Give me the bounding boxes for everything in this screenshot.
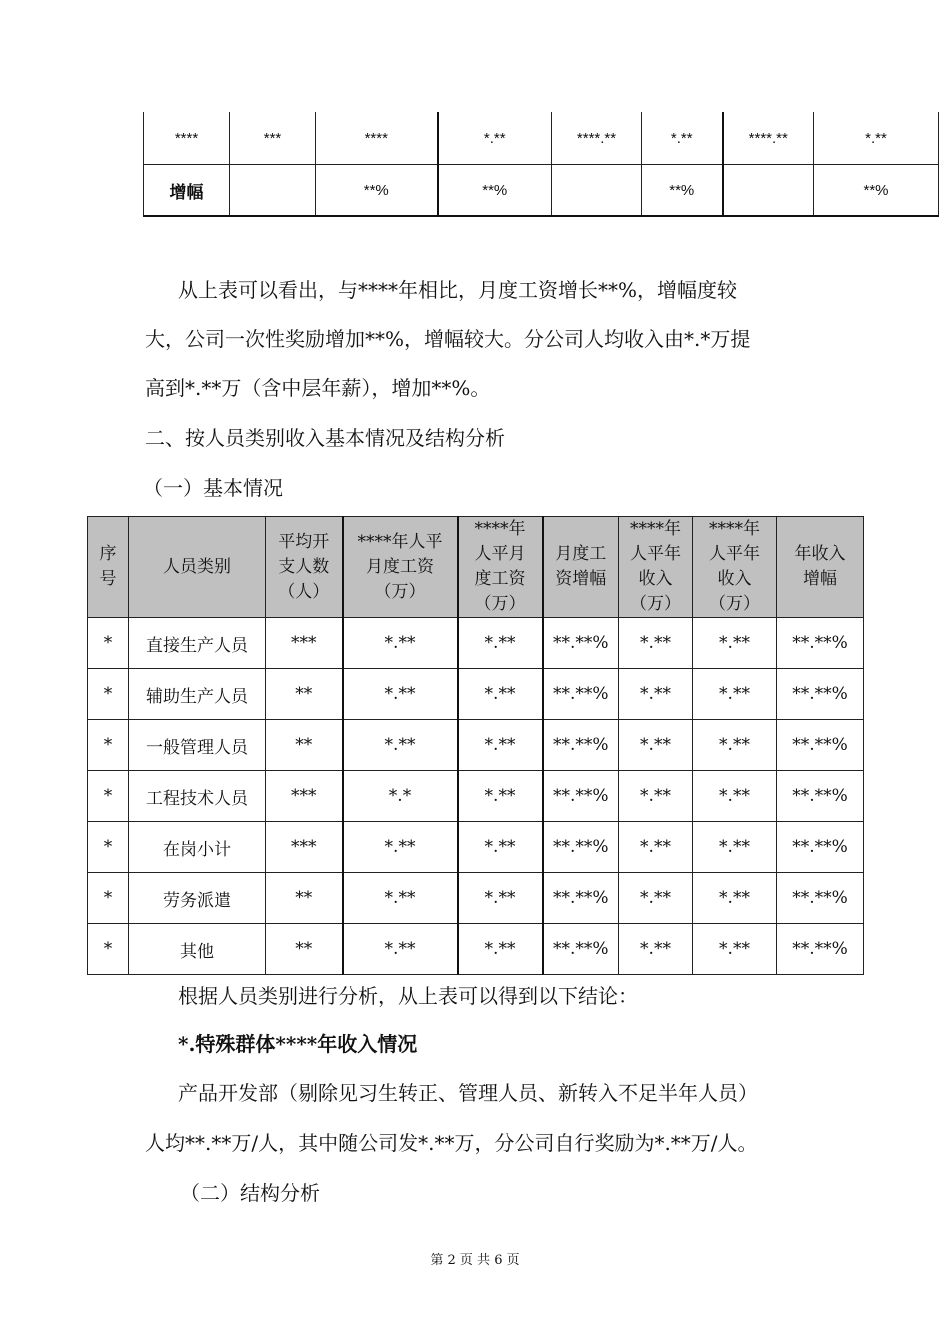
income-summary-table-continued <box>143 112 939 217</box>
table-row <box>88 771 864 822</box>
table-cell: * <box>88 618 129 669</box>
section-heading: 二、按人员类别收入基本情况及结构分析 <box>145 426 505 450</box>
page-footer: 第 2 页 共 6 页 <box>430 1253 520 1268</box>
staff-category-cell: 辅助生产人员 <box>129 669 266 720</box>
table-cell: *.** <box>343 924 458 975</box>
table-cell: *.** <box>619 822 693 873</box>
table-cell: **.**% <box>543 873 619 924</box>
table-cell: *.** <box>458 618 543 669</box>
table-cell: ** <box>266 669 343 720</box>
table-cell: **.**% <box>777 720 864 771</box>
table-cell: **.**% <box>777 924 864 975</box>
table-cell: *.** <box>693 924 777 975</box>
table-cell: ** <box>266 720 343 771</box>
table-cell: ****.** <box>552 112 642 165</box>
table-row <box>88 873 864 924</box>
table-cell: *.** <box>343 822 458 873</box>
table-cell: **.**% <box>543 618 619 669</box>
table-cell: **.**% <box>543 822 619 873</box>
table-cell: **** <box>316 112 438 165</box>
header-cell: 序 号 <box>88 517 129 618</box>
table-cell: **.**% <box>543 669 619 720</box>
table-cell: *.** <box>693 873 777 924</box>
header-cell: 月度工 资增幅 <box>543 517 619 618</box>
table-cell: * <box>88 924 129 975</box>
table-cell: *.** <box>619 618 693 669</box>
table-cell: ** <box>266 873 343 924</box>
table-cell: **% <box>316 165 438 217</box>
table-cell: * <box>88 771 129 822</box>
subsection-heading: （二）结构分析 <box>180 1181 320 1205</box>
table-cell: **.**% <box>543 924 619 975</box>
table-cell <box>723 165 814 217</box>
table-cell: ****.** <box>723 112 814 165</box>
table-cell: *** <box>230 112 316 165</box>
table-cell: *.** <box>693 669 777 720</box>
table-cell: *.** <box>343 873 458 924</box>
paragraph-line: 产品开发部（剔除见习生转正、管理人员、新转入不足半年人员） <box>178 1081 758 1105</box>
table-cell: *.** <box>458 720 543 771</box>
row-label-increase: 增幅 <box>144 165 230 217</box>
table-cell: **.**% <box>543 720 619 771</box>
table-cell: *.** <box>458 873 543 924</box>
table-row <box>88 669 864 720</box>
table-cell: *.** <box>693 720 777 771</box>
table-cell: * <box>88 873 129 924</box>
table-header-row <box>88 517 864 618</box>
table-row <box>88 822 864 873</box>
table-cell: *.** <box>619 873 693 924</box>
table-cell: *.** <box>343 720 458 771</box>
table-cell: *.** <box>458 924 543 975</box>
header-cell: 平均开 支人数 （人） <box>266 517 343 618</box>
paragraph-line: 大，公司一次性奖励增加**%，增幅较大。分公司人均收入由*.*万提 <box>145 327 751 351</box>
staff-category-cell: 直接生产人员 <box>129 618 266 669</box>
table-cell: **.**% <box>543 771 619 822</box>
paragraph-line: 人均**.**万/人，其中随公司发*.**万，分公司自行奖励为*.**万/人。 <box>145 1131 758 1155</box>
table-row <box>88 618 864 669</box>
table-cell: *.* <box>343 771 458 822</box>
table-cell: **.**% <box>777 771 864 822</box>
table-cell: **% <box>438 165 552 217</box>
table-cell: **.**% <box>777 618 864 669</box>
staff-category-income-table <box>87 516 864 975</box>
table-cell <box>552 165 642 217</box>
table-cell <box>230 165 316 217</box>
table-cell: *.** <box>693 618 777 669</box>
table-cell: **% <box>814 165 939 217</box>
header-cell: ****年 人平年 收入 （万） <box>693 517 777 618</box>
table-cell: **.**% <box>777 873 864 924</box>
table-cell: *.** <box>619 669 693 720</box>
table-row <box>144 165 939 217</box>
paragraph-line: 从上表可以看出，与****年相比，月度工资增长**%，增幅度较 <box>178 278 738 302</box>
table-cell: **** <box>144 112 230 165</box>
table-cell: * <box>88 669 129 720</box>
table-cell: *.** <box>438 112 552 165</box>
header-cell: 人员类别 <box>129 517 266 618</box>
subsection-heading: （一）基本情况 <box>143 476 283 500</box>
table-cell: *.** <box>619 720 693 771</box>
table-cell: *.** <box>693 771 777 822</box>
table-cell: ** <box>266 924 343 975</box>
table-cell: **% <box>642 165 723 217</box>
special-group-heading: *.特殊群体****年收入情况 <box>178 1032 418 1056</box>
staff-category-cell: 工程技术人员 <box>129 771 266 822</box>
table-cell: *.** <box>814 112 939 165</box>
table-cell: *.** <box>458 822 543 873</box>
table-cell: *.** <box>458 669 543 720</box>
table-cell: *.** <box>458 771 543 822</box>
table-cell: *.** <box>619 771 693 822</box>
header-cell: 年收入 增幅 <box>777 517 864 618</box>
paragraph-line: 根据人员类别进行分析，从上表可以得到以下结论： <box>178 984 638 1008</box>
staff-category-cell: 在岗小计 <box>129 822 266 873</box>
paragraph-line: 高到*.**万（含中层年薪），增加**%。 <box>145 376 491 400</box>
header-cell: ****年人平 月度工资 （万） <box>343 517 458 618</box>
table-cell: *.** <box>642 112 723 165</box>
staff-category-cell: 劳务派遣 <box>129 873 266 924</box>
table-cell: *.** <box>693 822 777 873</box>
table-cell: *.** <box>343 618 458 669</box>
table-cell: *** <box>266 822 343 873</box>
table-cell: *.** <box>343 669 458 720</box>
table-cell: **.**% <box>777 669 864 720</box>
table-cell: * <box>88 822 129 873</box>
staff-category-cell: 一般管理人员 <box>129 720 266 771</box>
table-cell: **.**% <box>777 822 864 873</box>
table-cell: * <box>88 720 129 771</box>
header-cell: ****年 人平月 度工资 （万） <box>458 517 543 618</box>
table-row <box>88 924 864 975</box>
table-cell: *** <box>266 618 343 669</box>
table-row <box>88 720 864 771</box>
table-cell: *.** <box>619 924 693 975</box>
staff-category-cell: 其他 <box>129 924 266 975</box>
header-cell: ****年 人平年 收入 （万） <box>619 517 693 618</box>
table-cell: *** <box>266 771 343 822</box>
table-row <box>144 112 939 165</box>
